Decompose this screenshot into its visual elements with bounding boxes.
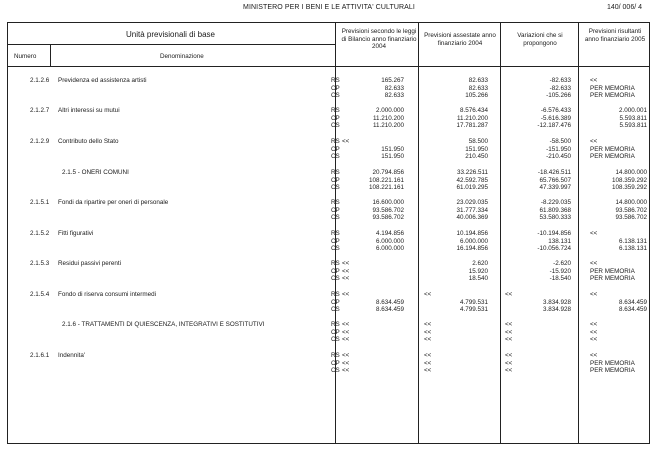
row-type-label: CP: [331, 206, 340, 214]
cell-value: 10.194.856: [456, 230, 488, 237]
cell-value: PER MEMORIA: [590, 267, 635, 275]
row-type-label: CP: [331, 328, 340, 336]
cell-value: 5.593.811: [619, 114, 647, 122]
cell-value: 6.000.000: [375, 237, 404, 245]
divider-unita: [8, 44, 335, 45]
col4-heading: Previsioni risultanti anno finanziario 2005: [584, 28, 646, 43]
cell-value: <<: [342, 267, 350, 275]
cell-value: <<: [424, 359, 432, 367]
row-code: 2.1.2.9: [30, 138, 50, 145]
cell-value: <<: [424, 328, 432, 336]
cell-value: <<: [342, 352, 350, 359]
cell-value: 82.633: [384, 84, 404, 92]
row-type-label: CS: [331, 122, 340, 130]
row-type-label: CP: [331, 84, 340, 92]
cell-value: 3.834.928: [542, 298, 571, 306]
cell-value: <<: [424, 367, 432, 375]
cell-value: <<: [505, 367, 513, 375]
row-type-label: RS: [331, 199, 340, 206]
cell-value: 11.210.200: [372, 114, 404, 122]
cell-value: 47.339.997: [539, 184, 571, 192]
cell-value: 16.600.000: [372, 199, 404, 206]
row-description: Indennita': [58, 352, 86, 359]
cell-value: PER MEMORIA: [590, 275, 635, 283]
cell-value: 108.221.161: [368, 176, 404, 184]
row-type-label: CP: [331, 267, 340, 275]
cell-value: <<: [505, 291, 513, 298]
cell-value: 61.809.368: [539, 206, 571, 214]
cell-value: 8.634.459: [375, 306, 404, 314]
cell-value: 58.500: [468, 138, 488, 145]
row-type-label: CS: [331, 306, 340, 314]
cell-value: 42.592.785: [456, 176, 488, 184]
cell-value: 151.950: [381, 145, 404, 153]
row-type-label: RS: [331, 230, 340, 237]
cell-value: 11.210.200: [372, 122, 404, 130]
cell-value: 17.781.287: [456, 122, 488, 130]
row-type-label: CP: [331, 359, 340, 367]
row-type-label: CP: [331, 176, 340, 184]
cell-value: <<: [505, 321, 513, 328]
cell-value: 151.950: [381, 153, 404, 161]
row-type-label: CS: [331, 367, 340, 375]
row-description: Contributo dello Stato: [58, 138, 119, 145]
cell-value: -8.229.035: [540, 199, 571, 206]
cell-value: -15.920: [549, 267, 571, 275]
cell-value: 6.000.000: [459, 237, 488, 245]
cell-value: PER MEMORIA: [590, 92, 635, 100]
cell-value: 5.593.811: [619, 122, 647, 130]
cell-value: 108.359.292: [611, 184, 647, 192]
cell-value: PER MEMORIA: [590, 153, 635, 161]
cell-value: <<: [590, 352, 598, 359]
cell-value: 82.633: [468, 77, 488, 84]
cell-value: <<: [505, 359, 513, 367]
page-number: 140/ 006/ 4: [606, 4, 642, 11]
cell-value: -2.620: [553, 260, 571, 267]
cell-value: 93.586.702: [615, 214, 647, 222]
row-type-label: CS: [331, 275, 340, 283]
cell-value: 23.029.035: [456, 199, 488, 206]
cell-value: 93.586.702: [372, 206, 404, 214]
row-code: 2.1.2.6: [30, 77, 50, 84]
cell-value: -58.500: [549, 138, 571, 145]
row-type-label: CS: [331, 336, 340, 344]
cell-value: <<: [342, 321, 350, 328]
row-type-label: RS: [331, 321, 340, 328]
cell-value: 210.450: [465, 153, 488, 161]
cell-value: 151.950: [465, 145, 488, 153]
cell-value: <<: [590, 321, 598, 328]
row-description: Altri interessi su mutui: [58, 107, 120, 114]
divider-header-bottom: [8, 66, 649, 67]
row-type-label: RS: [331, 107, 340, 114]
row-description: Fondi da ripartire per oneri di personale: [58, 199, 169, 206]
cell-value: 93.586.702: [615, 206, 647, 214]
cell-value: 6.000.000: [375, 245, 404, 253]
cell-value: 105.266: [465, 92, 488, 100]
cell-value: <<: [590, 77, 598, 84]
ministry-title: MINISTERO PER I BENI E LE ATTIVITA' CULTURALI: [243, 4, 415, 11]
cell-value: 2.000.000: [375, 107, 404, 114]
cell-value: <<: [505, 328, 513, 336]
section-title: 2.1.6 - TRATTAMENTI DI QUIESCENZA, INTEGRATIVI E SOSTITUTIVI: [62, 321, 265, 328]
row-type-label: RS: [331, 77, 340, 84]
cell-value: 53.580.333: [539, 214, 571, 222]
cell-value: 82.633: [384, 92, 404, 100]
cell-value: 8.576.434: [459, 107, 488, 114]
row-code: 2.1.6.1: [30, 352, 50, 359]
cell-value: <<: [590, 291, 598, 298]
cell-value: 65.766.507: [539, 176, 571, 184]
cell-value: <<: [590, 328, 598, 336]
cell-value: 4.194.856: [375, 230, 404, 237]
row-code: 2.1.5.2: [30, 230, 50, 237]
row-description: Fondo di riserva consumi intermedi: [58, 291, 156, 298]
cell-value: 8.634.459: [618, 298, 647, 306]
cell-value: 8.634.459: [375, 298, 404, 306]
cell-value: <<: [590, 230, 598, 237]
cell-value: <<: [342, 260, 350, 267]
cell-value: 20.794.856: [372, 169, 404, 176]
cell-value: <<: [505, 336, 513, 344]
cell-value: <<: [590, 138, 598, 145]
divider-col1: [418, 22, 419, 444]
cell-value: 61.019.295: [456, 184, 488, 192]
cell-value: -10.194.856: [537, 230, 571, 237]
cell-value: <<: [424, 336, 432, 344]
row-description: Fitti figurativi: [58, 230, 94, 237]
section-title: 2.1.5 - ONERI COMUNI: [62, 169, 129, 176]
cell-value: -18.540: [549, 275, 571, 283]
cell-value: 6.138.131: [618, 245, 647, 253]
cell-value: 15.920: [468, 267, 488, 275]
cell-value: -105.266: [546, 92, 571, 100]
cell-value: 4.799.531: [459, 298, 488, 306]
row-type-label: RS: [331, 138, 340, 145]
cell-value: -82.633: [549, 77, 571, 84]
col2-heading: Previsioni assestate anno finanziario 2004: [424, 32, 496, 47]
row-type-label: CP: [331, 298, 340, 306]
unita-previsionali-heading: Unità previsionali di base: [126, 30, 215, 39]
row-type-label: CP: [331, 145, 340, 153]
cell-value: 2.000.001: [618, 107, 647, 114]
cell-value: 165.267: [381, 77, 404, 84]
cell-value: 138.131: [548, 237, 571, 245]
row-type-label: CS: [331, 184, 340, 192]
row-type-label: RS: [331, 260, 340, 267]
cell-value: <<: [342, 336, 350, 344]
row-type-label: CS: [331, 245, 340, 253]
cell-value: 16.194.856: [456, 245, 488, 253]
cell-value: 4.799.531: [459, 306, 488, 314]
cell-value: PER MEMORIA: [590, 84, 635, 92]
cell-value: <<: [342, 291, 350, 298]
cell-value: -12.187.476: [537, 122, 571, 130]
cell-value: -151.950: [546, 145, 571, 153]
cell-value: <<: [342, 328, 350, 336]
cell-value: PER MEMORIA: [590, 367, 635, 375]
cell-value: 3.834.928: [542, 306, 571, 314]
numero-heading: Numero: [14, 53, 37, 60]
row-description: Previdenza ed assistenza artisti: [58, 77, 147, 84]
row-type-label: CP: [331, 237, 340, 245]
divider-col2: [500, 22, 501, 444]
cell-value: <<: [342, 275, 350, 283]
cell-value: <<: [342, 367, 350, 375]
cell-value: <<: [590, 260, 598, 267]
cell-value: <<: [424, 352, 432, 359]
row-type-label: CP: [331, 114, 340, 122]
cell-value: -18.426.511: [537, 169, 571, 176]
cell-value: <<: [424, 291, 432, 298]
cell-value: -82.633: [549, 84, 571, 92]
cell-value: 6.138.131: [618, 237, 647, 245]
row-type-label: RS: [331, 352, 340, 359]
cell-value: 40.006.369: [456, 214, 488, 222]
divider-col3: [578, 22, 579, 444]
cell-value: -5.616.389: [540, 114, 571, 122]
cell-value: <<: [342, 359, 350, 367]
row-type-label: CS: [331, 92, 340, 100]
row-code: 2.1.2.7: [30, 107, 50, 114]
row-type-label: RS: [331, 291, 340, 298]
row-code: 2.1.5.4: [30, 291, 50, 298]
cell-value: PER MEMORIA: [590, 145, 635, 153]
cell-value: 108.359.292: [611, 176, 647, 184]
row-type-label: CS: [331, 153, 340, 161]
row-code: 2.1.5.3: [30, 260, 50, 267]
row-type-label: CS: [331, 214, 340, 222]
cell-value: 33.226.511: [456, 169, 488, 176]
col1-heading: Previsioni secondo le leggi di Bilancio anno finanziario 2004: [341, 28, 417, 51]
cell-value: 108.221.161: [368, 184, 404, 192]
cell-value: 11.210.200: [456, 114, 488, 122]
cell-value: 82.633: [468, 84, 488, 92]
cell-value: <<: [342, 138, 350, 145]
cell-value: PER MEMORIA: [590, 359, 635, 367]
row-description: Residui passivi perenti: [58, 260, 121, 267]
cell-value: 14.800.000: [615, 199, 647, 206]
cell-value: 31.777.334: [456, 206, 488, 214]
cell-value: 2.620: [472, 260, 488, 267]
row-type-label: RS: [331, 169, 340, 176]
cell-value: -6.576.433: [540, 107, 571, 114]
cell-value: 93.586.702: [372, 214, 404, 222]
denominazione-heading: Denominazione: [160, 53, 204, 60]
cell-value: <<: [505, 352, 513, 359]
divider-numero: [50, 44, 51, 66]
cell-value: 18.540: [468, 275, 488, 283]
cell-value: -10.056.724: [537, 245, 571, 253]
cell-value: <<: [590, 336, 598, 344]
col3-heading: Variazioni che si propongono: [517, 32, 563, 47]
cell-value: 8.634.459: [618, 306, 647, 314]
cell-value: <<: [424, 321, 432, 328]
row-code: 2.1.5.1: [30, 199, 50, 206]
cell-value: -210.450: [546, 153, 571, 161]
cell-value: 14.800.000: [615, 169, 647, 176]
